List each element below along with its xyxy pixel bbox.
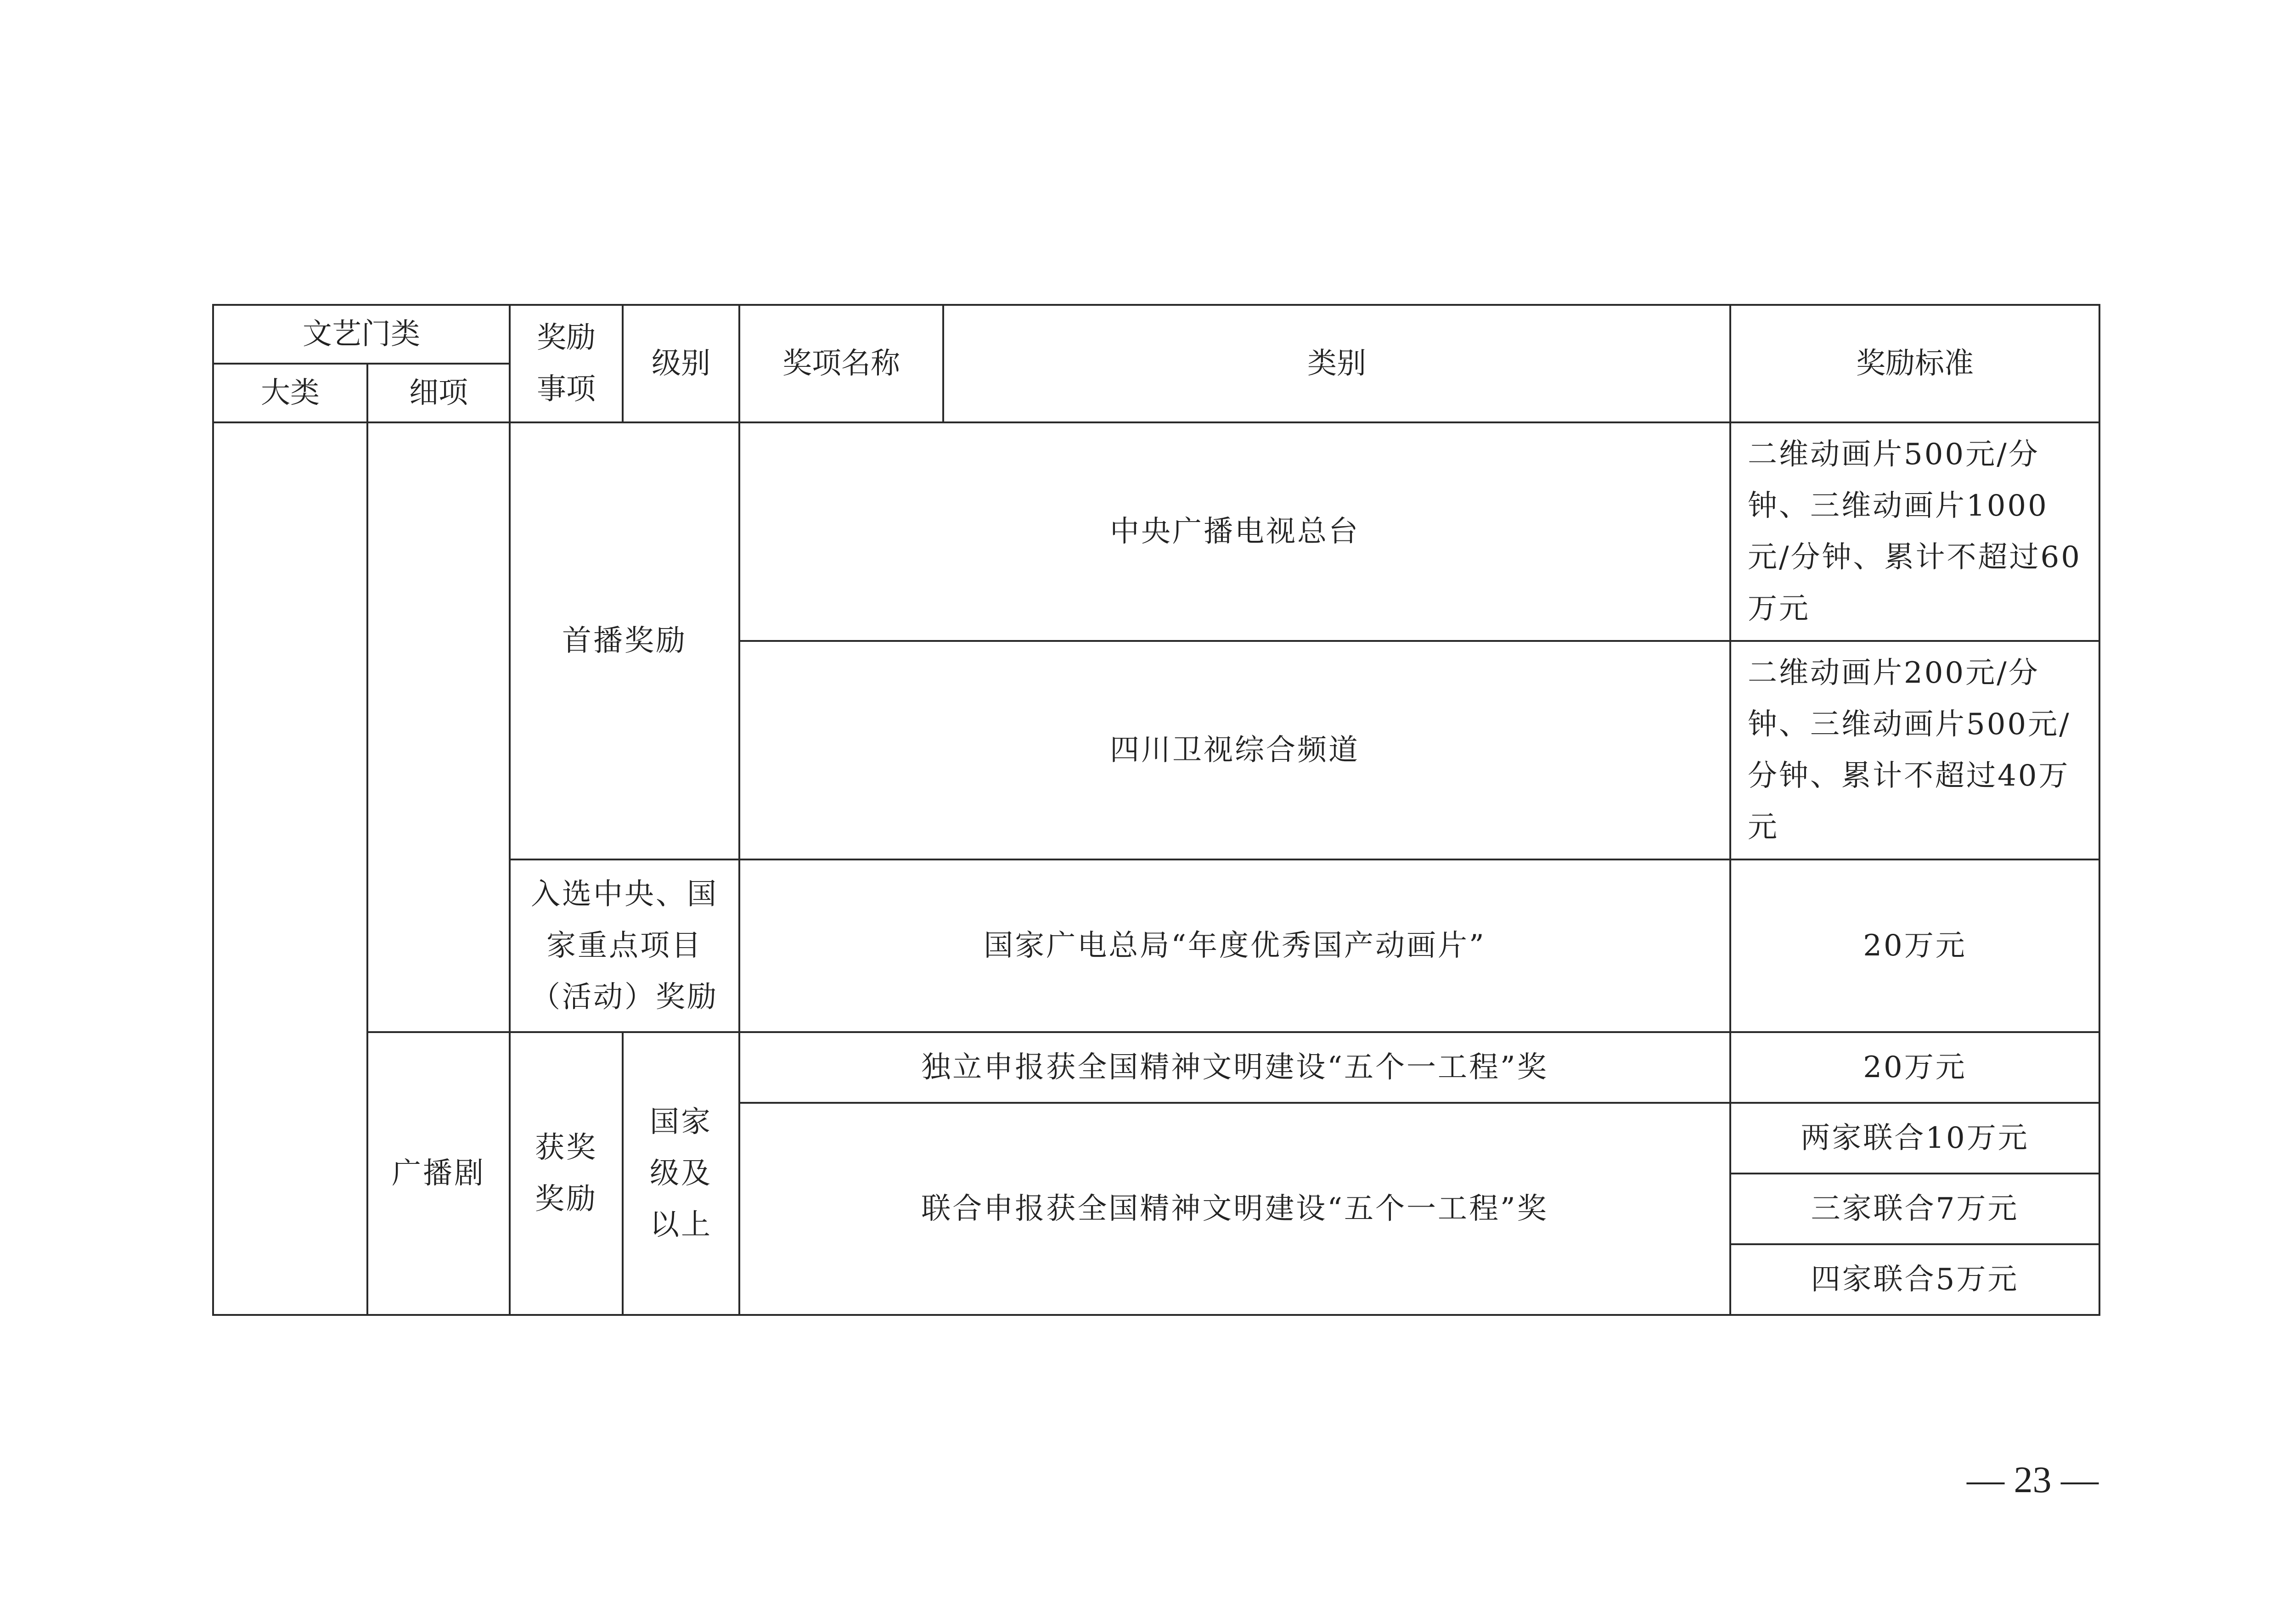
category-sichuan-tv: 四川卫视综合频道 [739, 641, 1730, 859]
category-cctv: 中央广播电视总台 [739, 422, 1730, 641]
standard-joint-three: 三家联合7万元 [1730, 1174, 2099, 1244]
category-independent: 独立申报获全国精神文明建设“五个一工程”奖 [739, 1032, 1730, 1103]
page-number: — 23 — [1967, 1459, 2099, 1500]
standard-annual-excellent: 20万元 [1730, 859, 2099, 1032]
major-category-cell [213, 422, 367, 1315]
awards-table [212, 304, 2100, 1316]
header-major-category: 大类 [213, 364, 367, 422]
sub-item-radio-drama: 广播剧 [367, 1032, 510, 1315]
category-annual-excellent: 国家广电总局“年度优秀国产动画片” [739, 859, 1730, 1032]
standard-joint-four: 四家联合5万元 [1730, 1244, 2099, 1315]
header-award-standard: 奖励标准 [1730, 305, 2099, 422]
award-item-premiere: 首播奖励 [510, 422, 739, 859]
standard-independent: 20万元 [1730, 1032, 2099, 1103]
standard-sichuan-tv: 二维动画片200元/分钟、三维动画片500元/分钟、累计不超过40万元 [1730, 641, 2099, 859]
header-category: 类别 [943, 305, 1730, 422]
header-award-name: 奖项名称 [739, 305, 943, 422]
award-item-key-project: 入选中央、国家重点项目（活动）奖励 [510, 859, 739, 1032]
header-art-category: 文艺门类 [213, 305, 510, 364]
standard-joint-two: 两家联合10万元 [1730, 1103, 2099, 1174]
header-level: 级别 [623, 305, 739, 422]
level-national: 国家级及以上 [623, 1032, 739, 1315]
sub-item-cell-animation [367, 422, 510, 1032]
standard-cctv: 二维动画片500元/分钟、三维动画片1000元/分钟、累计不超过60万元 [1730, 422, 2099, 641]
category-joint: 联合申报获全国精神文明建设“五个一工程”奖 [739, 1103, 1730, 1315]
header-sub-item: 细项 [367, 364, 510, 422]
header-award-item: 奖励事项 [510, 305, 623, 422]
award-item-prize: 获奖奖励 [510, 1032, 623, 1315]
